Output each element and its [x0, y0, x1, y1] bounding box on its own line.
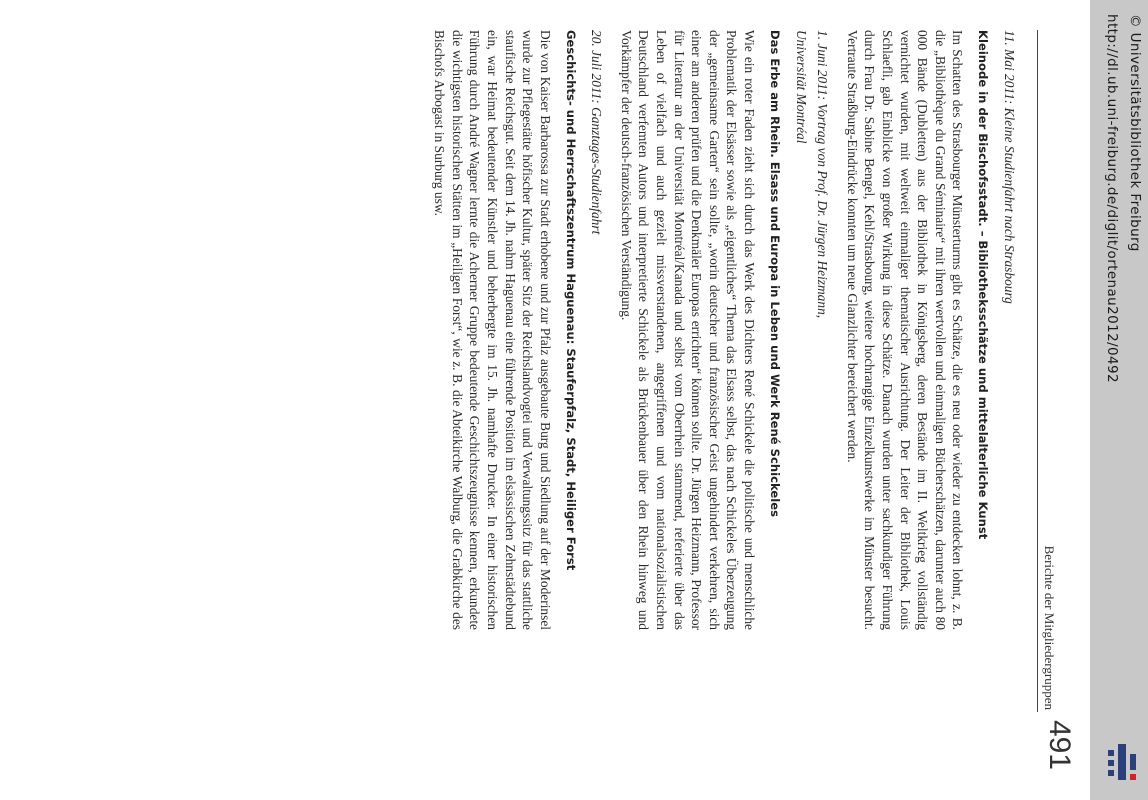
copyright-notice: © Universitätsbibliothek Freiburg [1127, 14, 1143, 252]
report-section-strasbourg [843, 30, 1018, 630]
section-date: 11. Mai 2011: Kleine Studienfahrt nach Strasbourg [1002, 30, 1017, 304]
report-section-haguenau [431, 30, 606, 630]
section-heading: Das Erbe am Rhein. Elsass und Europa in Leben und Werk René Schickeles [768, 30, 783, 517]
section-heading: Kleinode in der Bischofsstadt. – Bibliotheksschätze und mittelalterliche Kunst [976, 30, 991, 540]
report-section-schickele [617, 30, 831, 630]
header-rule [1037, 30, 1038, 712]
section-date: 1. Juni 2011: Vortrag von Prof. Dr. Jürgen Heizmann, [815, 30, 831, 319]
text-column [419, 30, 1018, 630]
section-date: 20. Juli 2011: Ganztages-Studienfahrt [589, 30, 605, 235]
source-url[interactable]: http://dl.ub.uni-freiburg.de/diglit/ortenau2012/0492 [1104, 14, 1120, 383]
running-head [1028, 30, 1078, 770]
section-subtitle: Universität Montréal [793, 30, 809, 144]
section-body: Die von Kaiser Barbarossa zur Stadt erhobene und zur Pfalz ausgebaute Burg und Siedlung auf der Moderinsel wurde zur Pflegestätte höfischer Kultur, später Sitz der Reichslandvogtei und Verwaltungssitz für das stattliche staufische Reichsgut. Seit dem 14. Jh. nahm Haguenau eine führende Position im elsässischen Zehnstädtebund ein, war Heimat bedeutender Künstler und beherbergte im 15. Jh. namhafte Drucker. In einer historischen Führung durch André Wagner lernte die Acherner Gruppe bedeutende Geschichtszeugnisse kennen, erkundete die wichtigsten historischen Stätten im „Heiligen Forst“, wie z. B. die Abteikirche Walburg, die Grabkirche des Bischofs Arbogast in Surburg usw. [432, 30, 553, 630]
section-heading: Geschichts- und Herrschaftszentrum Haguenau: Stauferpfalz, Stadt, Heiliger Forst [563, 30, 578, 571]
rotated-page-content [58, 30, 1078, 770]
ub-freiburg-logo-icon [1100, 740, 1144, 784]
section-body: Wie ein roter Faden zieht sich durch das Werk des Dichters René Schickele die politische und menschliche Problematik der Elsässer sowie als „eigentliches“ Thema das Elsass selbst, das nach Schickeles Überzeugung der „gemeinsame Garten“ sein sollte, „worin deutscher und französischer Geist ungehindert verkehren, sich einer am anderen prüfen und die Denkmäler Europas errichten“ können sollte. Dr. Jürgen Heizmann, Professor für Literatur an der Universität Montréal/Kanada und selbst vom Oberrhein stammend, referierte über das Leben of vielfach und auch gezielt missverstandenen, angegriffenen und vom nationalsozialistischen Deutschland verfemten Autors und interpretierte Schickele als Brückenbauer über den Rhein hinweg und Vorkämpfer der deutsch-französischen Verständigung. [618, 30, 758, 630]
section-body: Im Schatten des Strasbourger Münsterturms gibt es Schätze, die es neu oder wieder zu entdecken lohnt, z. B. die „Bibliothèque du Grand Séminaire“ mit ihren wertvollen und einmaligen Bücherschätzen, darunter auch 80 000 Bände (Dubletten) aus der Bibliothek in Königsberg, deren Bestände im II. Weltkrieg vollständig vernichtet wurden, mit weltweit einmaliger thematischer Ausrichtung. Der Leiter der Bibliothek, Louis Schlaefli, gab Einblicke von großer Wirkung in diese Schätze. Danach wurden unter sachkundiger Führung durch Frau Dr. Sabine Bengel, Kehl/Strasbourg, weitere hochrangige Einzelkunstwerke im Münster besucht. Vertraute Straßburg-Eindrücke konnten um neue Glanzlichter bereichert werden. [844, 30, 966, 630]
running-head-title: Berichte der Mitgliedergruppen [1042, 545, 1057, 710]
page-number: 491 [1043, 719, 1076, 770]
